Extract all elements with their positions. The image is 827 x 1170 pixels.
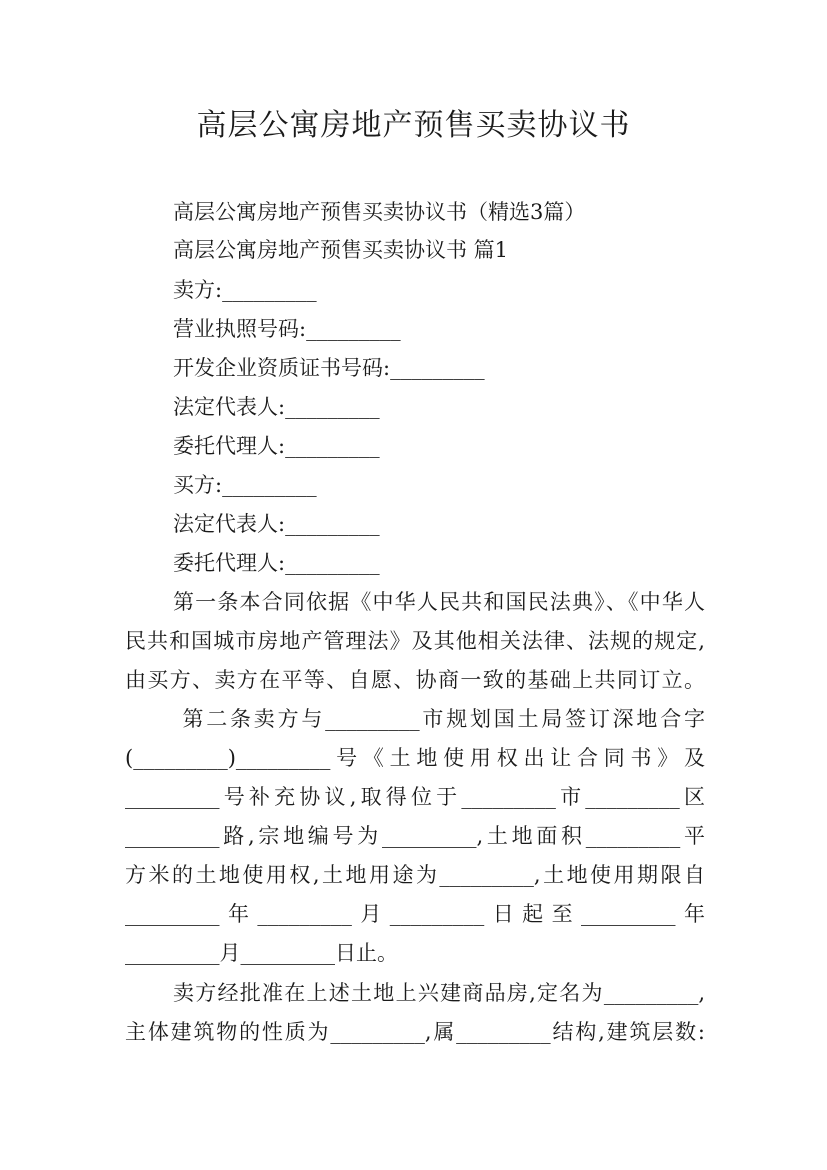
seller-agent-field: 委托代理人:_________ [173, 434, 380, 458]
article-2-line-5: 方米的土地使用权,土地用途为_________,土地使用期限自 [125, 863, 705, 887]
document-title: 高层公寓房地产预售买卖协议书 [196, 108, 631, 143]
qualification-cert-field: 开发企业资质证书号码:_________ [173, 356, 485, 380]
buyer-legal-rep-field: 法定代表人:_________ [173, 512, 380, 536]
article-1-line-2: 民共和国城市房地产管理法》及其他相关法律、法规的规定, [125, 629, 705, 653]
article-1-line-1: 第一条本合同依据《中华人民共和国民法典》、《中华人 [173, 590, 705, 614]
article-2-line-2: (_________)_________号《土地使用权出让合同书》及 [125, 746, 705, 770]
article-2-line-4: _________路,宗地编号为_________,土地面积_________平 [125, 824, 705, 848]
paragraph-3-line-1: 卖方经批准在上述土地上兴建商品房,定名为_________, [173, 981, 705, 1005]
article-1-line-3: 由买方、卖方在平等、自愿、协商一致的基础上共同订立。 [125, 668, 705, 692]
paragraph-3-line-2: 主体建筑物的性质为_________,属_________结构,建筑层数: [125, 1020, 705, 1044]
buyer-field: 买方:_________ [173, 473, 317, 497]
seller-legal-rep-field: 法定代表人:_________ [173, 395, 380, 419]
business-license-field: 营业执照号码:_________ [173, 317, 401, 341]
section-heading: 高层公寓房地产预售买卖协议书 篇1 [173, 238, 509, 262]
seller-field: 卖方:_________ [173, 278, 317, 302]
subtitle-line: 高层公寓房地产预售买卖协议书（精选3篇） [173, 200, 586, 224]
article-2-line-6: _________年_________月_________日起至_________年 [125, 902, 705, 926]
article-2-line-3: _________号补充协议,取得位于_________市_________区 [125, 785, 705, 809]
article-2-line-1: 第二条卖方与_________市规划国土局签订深地合字 [173, 707, 705, 731]
buyer-agent-field: 委托代理人:_________ [173, 551, 380, 575]
article-2-line-7: _________月_________日止。 [125, 941, 398, 965]
